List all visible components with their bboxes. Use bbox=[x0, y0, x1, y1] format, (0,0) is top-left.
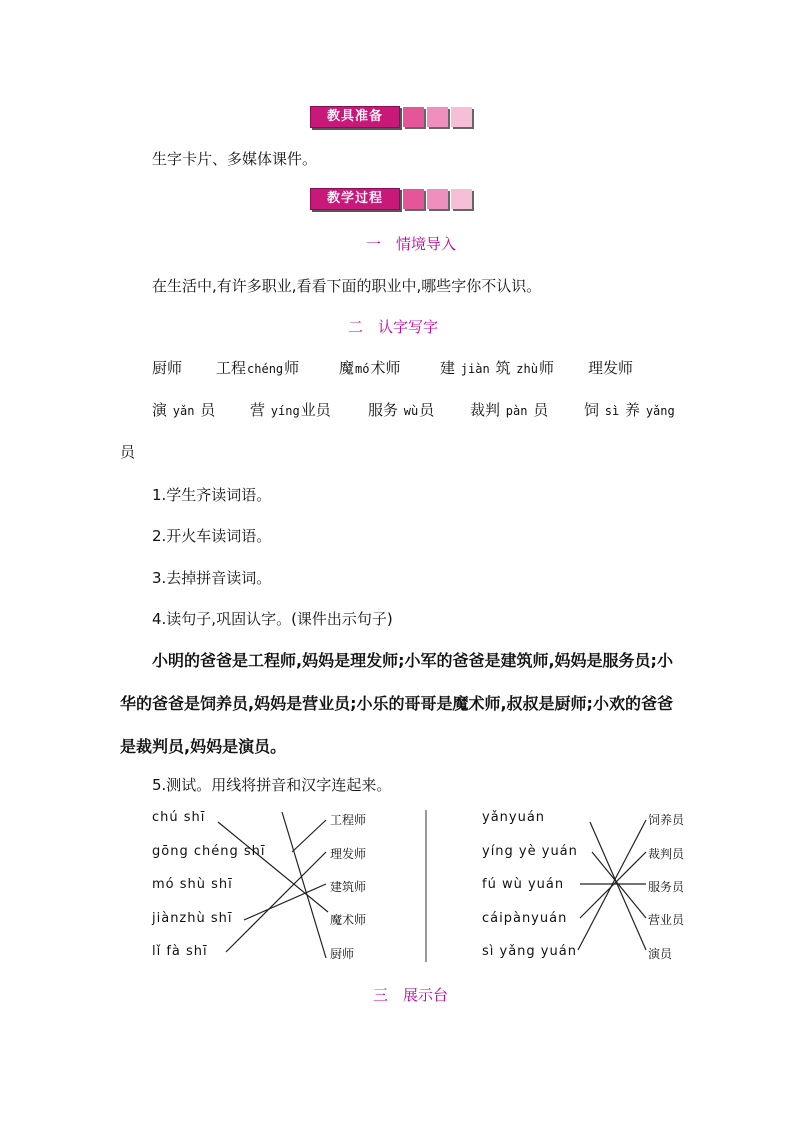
match-line bbox=[590, 822, 646, 950]
match-hanzi: 工程师 bbox=[330, 813, 367, 827]
match-line bbox=[282, 812, 326, 958]
match-hanzi: 理发师 bbox=[330, 847, 367, 861]
paragraph-line: 华的爸爸是饲养员,妈妈是营业员;小乐的哥哥是魔术师,叔叔是厨师;小欢的爸爸 bbox=[120, 694, 673, 713]
match-hanzi: 厨师 bbox=[330, 947, 355, 961]
section-heading-2: 二 认字写字 bbox=[348, 318, 439, 336]
match-pinyin: mó shù shī bbox=[152, 877, 233, 892]
vocab-item: 建 jiàn 筑 zhù师 bbox=[440, 359, 554, 377]
match-pinyin: jiànzhù shī bbox=[152, 911, 233, 926]
step-4: 4.读句子,巩固认字。(课件出示句子) bbox=[152, 610, 393, 628]
vocab-item: 理发师 bbox=[588, 359, 634, 377]
match-hanzi: 饲养员 bbox=[648, 813, 685, 827]
vocab-item: 裁判 pàn 员 bbox=[470, 401, 549, 419]
match-line bbox=[226, 852, 326, 952]
match-pinyin: yǎnyuán bbox=[482, 810, 546, 825]
match-pinyin: fú wù yuán bbox=[482, 877, 565, 892]
vocab-item: 魔mó术师 bbox=[339, 359, 401, 377]
match-line bbox=[580, 852, 646, 918]
match-hanzi: 营业员 bbox=[648, 913, 685, 927]
step-5: 5.测试。用线将拼音和汉字连起来。 bbox=[152, 776, 392, 794]
section-heading-1: 一 情境导入 bbox=[366, 235, 457, 253]
match-hanzi: 服务员 bbox=[648, 880, 685, 894]
vocab-item: 工程chéng师 bbox=[216, 359, 300, 377]
match-pinyin: cáipànyuán bbox=[482, 911, 568, 926]
vocab-item: 饲 sì 养 yǎng bbox=[584, 401, 675, 419]
match-hanzi: 魔术师 bbox=[330, 913, 367, 927]
section-heading-3: 三 展示台 bbox=[373, 986, 449, 1004]
match-line bbox=[292, 820, 326, 852]
banner-process-label: 教学过程 bbox=[310, 188, 400, 210]
step-1: 1.学生齐读词语。 bbox=[152, 486, 272, 504]
prep-text: 生字卡片、多媒体课件。 bbox=[152, 150, 318, 168]
step-2: 2.开火车读词语。 bbox=[152, 527, 272, 545]
match-line bbox=[244, 884, 326, 920]
match-pinyin: lǐ fà shī bbox=[152, 944, 208, 959]
vocab-item: 服务 wù员 bbox=[368, 401, 435, 419]
intro-text: 在生活中,有许多职业,看看下面的职业中,哪些字你不认识。 bbox=[152, 277, 542, 295]
match-hanzi: 裁判员 bbox=[648, 847, 685, 861]
paragraph-line: 小明的爸爸是工程师,妈妈是理发师;小军的爸爸是建筑师,妈妈是服务员;小 bbox=[152, 651, 673, 670]
match-line bbox=[578, 820, 646, 950]
step-3: 3.去掉拼音读词。 bbox=[152, 569, 272, 587]
match-pinyin: yíng yè yuán bbox=[482, 844, 578, 859]
match-pinyin: sì yǎng yuán bbox=[482, 944, 577, 959]
match-hanzi: 建筑师 bbox=[330, 880, 367, 894]
match-pinyin: gōng chéng shī bbox=[152, 844, 266, 859]
banner-prep-label: 教具准备 bbox=[310, 106, 400, 128]
vocab-wrap: 员 bbox=[120, 443, 136, 461]
vocab-item: 演 yǎn 员 bbox=[152, 401, 216, 419]
vocab-item: 厨师 bbox=[152, 359, 183, 377]
vocab-item: 营 yíng业员 bbox=[250, 401, 331, 419]
match-hanzi: 演员 bbox=[648, 947, 673, 961]
paragraph-line: 是裁判员,妈妈是演员。 bbox=[120, 737, 287, 756]
match-pinyin: chú shī bbox=[152, 810, 206, 825]
